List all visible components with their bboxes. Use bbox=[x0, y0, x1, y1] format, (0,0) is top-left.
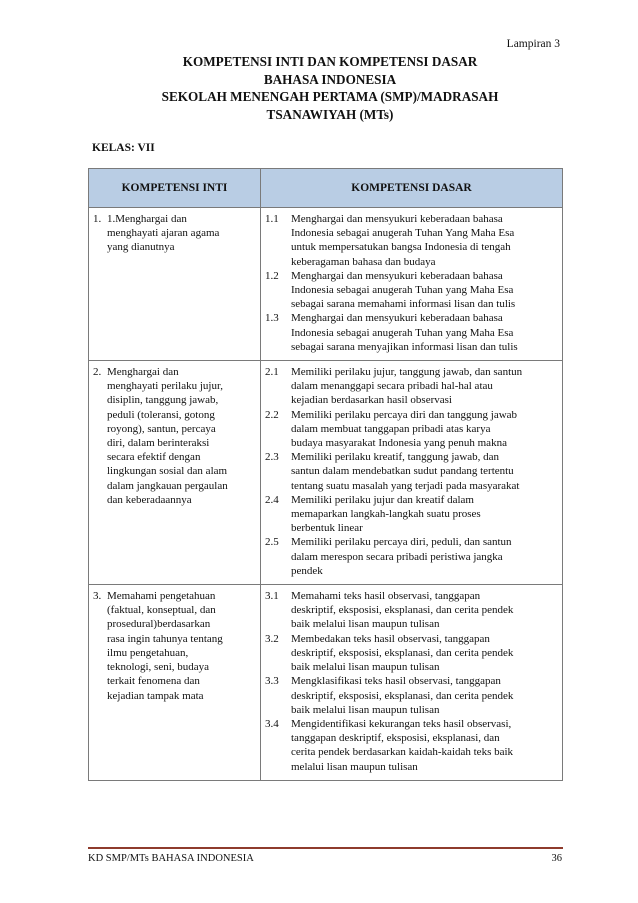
ki-line: peduli (toleransi, gotong bbox=[107, 408, 215, 421]
kd-line: tentang suatu masalah yang terjadi pada masyarakat bbox=[291, 479, 520, 492]
ki-number: 1. bbox=[93, 213, 102, 225]
title-line: BAHASA INDONESIA bbox=[263, 71, 397, 87]
kd-item bbox=[265, 717, 559, 774]
kompetensi-inti-cell bbox=[89, 361, 261, 585]
table-row bbox=[89, 585, 563, 781]
kd-line: sebagai sarana memahami informasi lisan dan tulis bbox=[291, 298, 516, 311]
kd-text bbox=[291, 450, 559, 493]
ki-item bbox=[93, 365, 257, 507]
kd-number: 2.5 bbox=[265, 536, 279, 549]
kd-line: berbentuk linear bbox=[291, 522, 363, 535]
ki-text bbox=[107, 212, 257, 255]
kompetensi-inti-cell bbox=[89, 585, 261, 781]
kd-line: deskriptif, eksposisi, eksplanasi, dan cerita pendek bbox=[291, 689, 514, 702]
ki-line: terkait fenomena dan bbox=[107, 675, 200, 688]
kd-number: 1.1 bbox=[265, 213, 279, 225]
kd-text bbox=[291, 589, 559, 632]
header-kompetensi-inti: KOMPETENSI INTI bbox=[89, 169, 261, 208]
kompetensi-dasar-cell bbox=[261, 208, 563, 361]
ki-item bbox=[93, 212, 257, 255]
kd-line: deskriptif, eksposisi, eksplanasi, dan cerita pendek bbox=[291, 604, 514, 617]
competency-table bbox=[88, 168, 563, 781]
table-row bbox=[89, 208, 563, 361]
kd-line: Menghargai dan mensyukuri keberadaan bahasa bbox=[291, 312, 503, 325]
kd-line: Memiliki perilaku percaya diri dan tanggung jawab bbox=[291, 408, 518, 421]
kd-line: untuk mempersatukan bangsa Indonesia di tengah bbox=[291, 241, 511, 254]
kd-text bbox=[291, 212, 559, 269]
kompetensi-dasar-cell bbox=[261, 585, 563, 781]
ki-line: royong), santun, percaya bbox=[107, 422, 216, 435]
kd-text bbox=[291, 535, 559, 578]
kd-text bbox=[291, 311, 559, 354]
ki-line: diri, dalam berinteraksi bbox=[107, 437, 210, 450]
ki-number: 2. bbox=[93, 366, 102, 379]
ki-line: lingkungan sosial dan alam bbox=[107, 465, 228, 478]
ki-line: dalam jangkauan pergaulan bbox=[107, 479, 228, 492]
kd-item bbox=[265, 674, 559, 717]
kd-line: dalam membuat tanggapan pribadi atas karya bbox=[291, 422, 491, 435]
kd-line: Memiliki perilaku jujur dan kreatif dalam bbox=[291, 493, 474, 506]
kd-line: Indonesia sebagai anugerah Tuhan yang Maha Esa bbox=[291, 326, 514, 339]
kd-line: santun dalam mendebatkan sudut pandang tertentu bbox=[291, 465, 514, 478]
kd-item bbox=[265, 269, 559, 312]
kd-item bbox=[265, 450, 559, 493]
kd-item bbox=[265, 632, 559, 675]
ki-line: rasa ingin tahunya tentang bbox=[107, 632, 223, 645]
kd-line: Indonesia sebagai anugerah Tuhan yang Maha Esa bbox=[291, 284, 514, 297]
ki-line: kejadian tampak mata bbox=[107, 689, 204, 702]
page-number: 36 bbox=[551, 853, 562, 864]
kd-number: 1.2 bbox=[265, 269, 279, 282]
table-body bbox=[89, 208, 563, 781]
footer-divider bbox=[88, 847, 563, 849]
kd-item bbox=[265, 212, 559, 269]
kompetensi-inti-cell bbox=[89, 208, 261, 361]
ki-line: secara efektif dengan bbox=[107, 451, 201, 464]
lampiran-label: Lampiran 3 bbox=[506, 38, 560, 50]
kd-number: 2.4 bbox=[265, 493, 279, 506]
kd-line: dalam merespon secara pribadi peristiwa jangka bbox=[291, 550, 503, 563]
table-row bbox=[89, 361, 563, 585]
ki-line: ilmu pengetahuan, bbox=[107, 646, 189, 659]
title-line: SEKOLAH MENENGAH PERTAMA (SMP)/MADRASAH bbox=[161, 89, 499, 104]
kd-line: tanggapan deskriptif, eksposisi, eksplanasi, dan bbox=[291, 732, 500, 745]
kd-line: dalam menanggapi secara pribadi hal-hal atau bbox=[291, 380, 493, 393]
kd-item bbox=[265, 589, 559, 632]
ki-line: dan keberadaannya bbox=[107, 493, 192, 506]
kd-line: keberagaman bahasa dan budaya bbox=[291, 255, 436, 268]
ki-line: menghayati perilaku jujur, bbox=[107, 380, 223, 393]
kd-line: budaya masyarakat Indonesia yang penuh makna bbox=[291, 437, 507, 450]
kd-line: deskriptif, eksposisi, eksplanasi, dan cerita pendek bbox=[291, 646, 514, 659]
ki-text bbox=[107, 589, 257, 703]
kd-line: Menghargai dan mensyukuri keberadaan bahasa bbox=[291, 269, 503, 282]
kd-line: Memiliki perilaku percaya diri, peduli, dan santun bbox=[291, 536, 512, 549]
kd-number: 3.1 bbox=[265, 590, 279, 603]
kd-item bbox=[265, 493, 559, 536]
ki-text bbox=[107, 365, 257, 507]
kd-line: baik melalui lisan maupun tulisan bbox=[291, 703, 440, 716]
kd-line: kejadian berdasarkan hasil observasi bbox=[291, 394, 452, 407]
ki-line: Memahami pengetahuan bbox=[107, 590, 216, 603]
footer-title: KD SMP/MTs BAHASA INDONESIA bbox=[88, 853, 254, 864]
document-title bbox=[90, 53, 570, 123]
kd-text bbox=[291, 365, 559, 408]
kd-text bbox=[291, 493, 559, 536]
ki-line: 1.Menghargai dan bbox=[107, 213, 187, 225]
kd-line: melalui lisan maupun tulisan bbox=[291, 760, 418, 773]
kd-line: Memiliki perilaku jujur, tanggung jawab, dan santun bbox=[291, 366, 523, 379]
kd-line: Menghargai dan mensyukuri keberadaan bahasa bbox=[291, 213, 503, 225]
table-header-row bbox=[89, 169, 563, 208]
kd-item bbox=[265, 311, 559, 354]
kd-text bbox=[291, 269, 559, 312]
kd-line: sebagai sarana menyajikan informasi lisan dan tulis bbox=[291, 340, 518, 353]
kd-line: Membedakan teks hasil observasi, tanggapan bbox=[291, 632, 490, 645]
kd-line: Memahami teks hasil observasi, tanggapan bbox=[291, 590, 481, 603]
kd-text bbox=[291, 674, 559, 717]
kd-line: memaparkan langkah-langkah suatu proses bbox=[291, 508, 481, 521]
kd-item bbox=[265, 535, 559, 578]
kd-line: cerita pendek berdasarkan kaidah-kaidah teks baik bbox=[291, 746, 514, 759]
ki-line: Menghargai dan bbox=[107, 366, 179, 379]
kd-line: baik melalui lisan maupun tulisan bbox=[291, 661, 440, 674]
kd-line: Mengidentifikasi kekurangan teks hasil observasi, bbox=[291, 717, 512, 730]
title-line: KOMPETENSI INTI DAN KOMPETENSI DASAR bbox=[182, 54, 478, 69]
kd-number: 2.2 bbox=[265, 408, 279, 421]
kd-line: Memiliki perilaku kreatif, tanggung jawab, dan bbox=[291, 451, 500, 464]
kelas-label: KELAS: VII bbox=[92, 142, 155, 154]
kd-text bbox=[291, 408, 559, 451]
kd-number: 3.4 bbox=[265, 717, 279, 730]
kd-line: pendek bbox=[291, 564, 323, 577]
header-kompetensi-dasar: KOMPETENSI DASAR bbox=[261, 169, 563, 208]
ki-line: (faktual, konseptual, dan bbox=[107, 604, 216, 617]
kd-line: baik melalui lisan maupun tulisan bbox=[291, 618, 440, 631]
ki-line: disiplin, tanggung jawab, bbox=[107, 394, 219, 407]
kompetensi-dasar-cell bbox=[261, 361, 563, 585]
kd-line: Mengklasifikasi teks hasil observasi, tanggapan bbox=[291, 675, 501, 688]
ki-line: teknologi, seni, budaya bbox=[107, 661, 210, 674]
kd-number: 3.2 bbox=[265, 632, 279, 645]
kd-item bbox=[265, 365, 559, 408]
kd-number: 2.1 bbox=[265, 366, 279, 379]
kd-number: 2.3 bbox=[265, 451, 279, 464]
ki-line: prosedural)berdasarkan bbox=[107, 618, 211, 631]
ki-item bbox=[93, 589, 257, 703]
kd-number: 1.3 bbox=[265, 312, 279, 325]
kd-number: 3.3 bbox=[265, 675, 279, 688]
title-line: TSANAWIYAH (MTs) bbox=[266, 106, 394, 122]
kd-item bbox=[265, 408, 559, 451]
kd-text bbox=[291, 632, 559, 675]
ki-line: yang dianutnya bbox=[107, 241, 175, 254]
ki-line: menghayati ajaran agama bbox=[107, 227, 220, 240]
ki-number: 3. bbox=[93, 590, 102, 603]
kd-text bbox=[291, 717, 559, 774]
kd-line: Indonesia sebagai anugerah Tuhan Yang Maha Esa bbox=[291, 227, 515, 240]
